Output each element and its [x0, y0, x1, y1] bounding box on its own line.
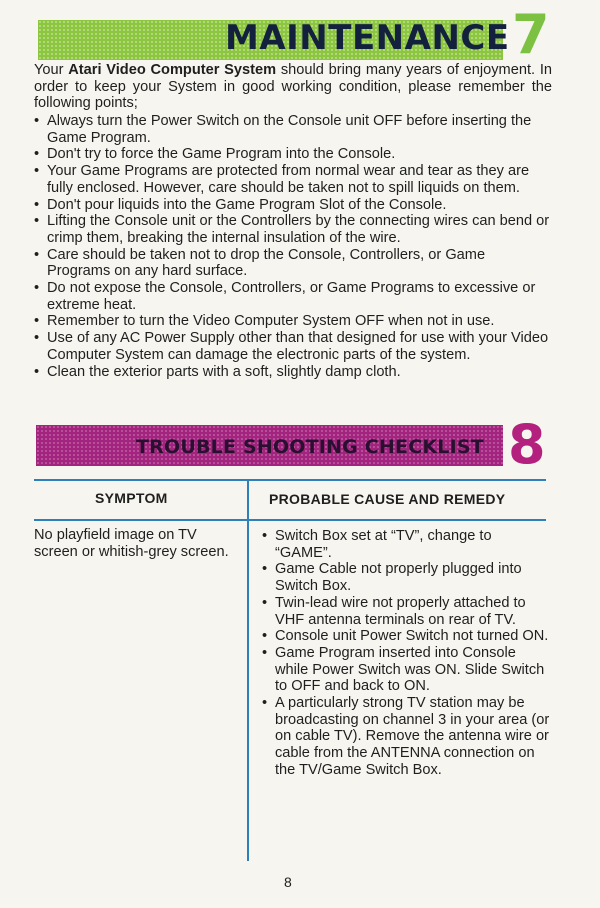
symptom-cell: No playfield image on TV screen or whitish-grey screen.	[34, 527, 229, 560]
maintenance-point: • Use of any AC Power Supply other than that designed for use with your Video Computer System can damage the electronic parts of the system.	[34, 330, 552, 363]
intro-rest: should bring many years of enjoyment. In order to keep your System in good working condition, please remember the following points;	[34, 62, 552, 112]
maintenance-point: • Your Game Programs are protected from normal wear and tear as they are fully enclosed. However, care should be taken not to spill liquids on them.	[34, 163, 552, 196]
maintenance-point: • Don't pour liquids into the Game Program Slot of the Console.	[34, 197, 552, 214]
maintenance-section-number: 7	[512, 3, 550, 66]
remedy-item: • Game Cable not properly plugged into Switch Box.	[262, 561, 552, 594]
table-top-rule	[34, 479, 546, 481]
remedy-item: • Switch Box set at “TV”, change to “GAME”.	[262, 528, 552, 561]
table-column-divider	[247, 479, 249, 861]
maintenance-title: MAINTENANCE	[225, 18, 510, 58]
troubleshooting-section-number: 8	[508, 413, 546, 476]
maintenance-points	[34, 113, 552, 380]
troubleshooting-title: TROUBLE SHOOTING CHECKLIST	[136, 436, 484, 458]
remedy-item: • Twin-lead wire not properly attached to VHF antenna terminals on rear of TV.	[262, 595, 552, 628]
maintenance-point: • Care should be taken not to drop the Console, Controllers, or Game Programs on any hard surface.	[34, 247, 552, 280]
maintenance-point: • Don't try to force the Game Program into the Console.	[34, 146, 552, 163]
column-header-remedy: PROBABLE CAUSE AND REMEDY	[269, 491, 506, 507]
column-header-symptom: SYMPTOM	[95, 490, 168, 506]
intro-lead: Your	[34, 62, 69, 78]
table-header-rule	[34, 519, 546, 521]
remedy-item: • Game Program inserted into Console while Power Switch was ON. Slide Switch to OFF and back to ON.	[262, 645, 552, 695]
maintenance-point: • Remember to turn the Video Computer System OFF when not in use.	[34, 313, 552, 330]
intro-product-name: Atari Video Computer System	[68, 62, 277, 78]
remedy-item: • Console unit Power Switch not turned ON.	[262, 628, 552, 645]
maintenance-point: • Clean the exterior parts with a soft, slightly damp cloth.	[34, 364, 552, 381]
remedy-list	[262, 528, 552, 779]
remedy-item: • A particularly strong TV station may be broadcasting on channel 3 in your area (or on cable TV). Remove the antenna wire or cable from the ANTENNA connection on the TV/Game Switch Box.	[262, 695, 552, 779]
maintenance-intro	[34, 62, 552, 112]
maintenance-point: • Always turn the Power Switch on the Console unit OFF before inserting the Game Program.	[34, 113, 552, 146]
page-number: 8	[284, 874, 292, 890]
maintenance-point: • Lifting the Console unit or the Controllers by the connecting wires can bend or crimp them, breaking the internal insulation of the wire.	[34, 213, 552, 246]
maintenance-point: • Do not expose the Console, Controllers, or Game Programs to excessive or extreme heat.	[34, 280, 552, 313]
